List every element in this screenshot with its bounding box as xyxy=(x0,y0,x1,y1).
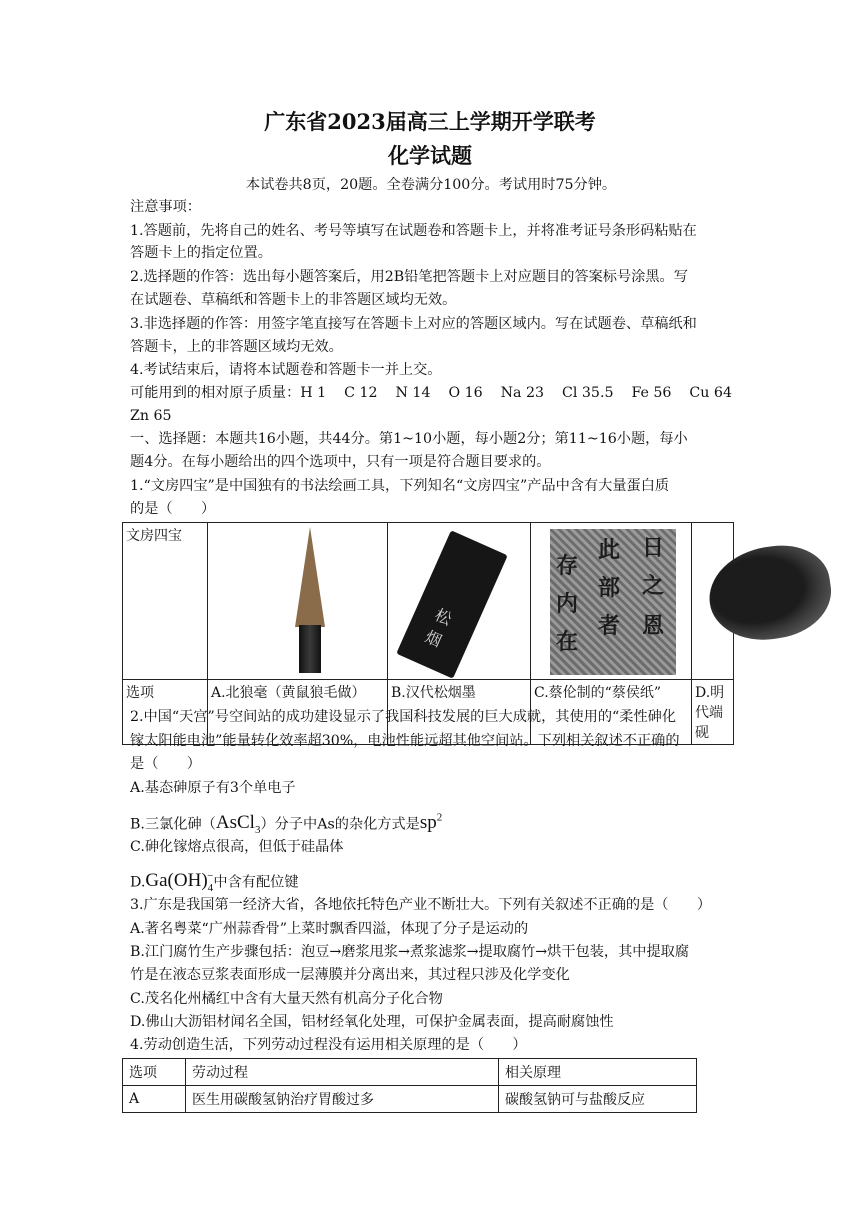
mass-item: O 16 xyxy=(448,385,483,401)
inkstone-image xyxy=(695,525,730,675)
q3-option-b-a: B.江门腐竹生产步骤包括：泡豆→磨浆甩浆→煮浆滤浆→提取腐竹→烘干包装，其中提取腐 xyxy=(130,944,690,960)
q4-row-a-principle: 碳酸氢钠可与盐酸反应 xyxy=(499,1086,697,1113)
q3-stem: 3.广东是我国第一经济大省，各地依托特色产业不断壮大。下列有关叙述不正确的是（ ） xyxy=(130,897,712,913)
exam-info: 本试卷共8页，20题。全卷满分100分。考试用时75分钟。 xyxy=(245,177,617,193)
paper-image: 存 内 在 此 部 者 日 之 恩 xyxy=(534,525,688,675)
q1-row-label: 选项 xyxy=(123,680,208,745)
formula-sp2: $sp^2$ xyxy=(419,812,443,834)
q3-option-d: D.佛山大沥铝材闻名全国，铝材经氧化处理，可保护金属表面，提高耐腐蚀性 xyxy=(130,1014,614,1030)
q4-header-option: 选项 xyxy=(123,1059,186,1086)
note-1b: 答题卡上的指定位置。 xyxy=(130,245,272,261)
q2-stem-c: 是（ ） xyxy=(130,756,201,772)
q1-image-cell xyxy=(388,523,531,680)
q1-option-a: A.北狼毫（黄鼠狼毛做） xyxy=(208,680,388,745)
q2-option-c: C.砷化镓熔点很高，但低于硅晶体 xyxy=(130,839,344,855)
section-heading-a: 一、选择题：本题共16小题，共44分。第1~10小题，每小题2分；第11~16小题，每小 xyxy=(130,431,688,447)
q4-header-process: 劳动过程 xyxy=(186,1059,499,1086)
note-2a: 2.选择题的作答：选出每小题答案后，用2B铅笔把答题卡上对应题目的答案标号涂黑。写 xyxy=(130,269,688,285)
exam-subtitle: 化学试题 xyxy=(388,143,472,168)
q4-row-a-option: A xyxy=(123,1086,186,1113)
q1-image-cell xyxy=(692,523,734,680)
formula-gaoh4: $Ga(OH)_4^-$ xyxy=(145,870,214,895)
mass-label: 可能用到的相对原子质量：H 1 xyxy=(130,385,327,401)
note-4: 4.考试结束后，请将本试题卷和答题卡一并上交。 xyxy=(130,362,442,378)
note-3b: 答题卡，上的非答题区域均无效。 xyxy=(130,339,343,355)
q1-option-b: B.汉代松烟墨 xyxy=(388,680,531,745)
formula-ascl3: AsCl$_3$ xyxy=(215,812,261,837)
q2-stem-a: 2.中国“天宫”号空间站的成功建设显示了我国科技发展的巨大成就，其使用的“柔性砷化 xyxy=(130,709,677,725)
q1-image-cell xyxy=(208,523,388,680)
mass-last: Zn 65 xyxy=(130,408,172,424)
q3-option-c: C.茂名化州橘红中含有大量天然有机高分子化合物 xyxy=(130,991,443,1007)
brush-image xyxy=(283,525,384,675)
mass-item: Cu 64 xyxy=(689,385,732,401)
q2-option-a: A.基态砷原子有3个单电子 xyxy=(130,780,296,796)
q1-option-c: C.蔡伦制的“蔡侯纸” xyxy=(531,680,692,745)
q4-row-a-process: 医生用碳酸氢钠治疗胃酸过多 xyxy=(186,1086,499,1113)
q2-option-b: B.三氯化砷（AsCl$_3$）分子中As的杂化方式是$sp^2$ xyxy=(130,812,443,837)
q1-stem-b: 的是（ ） xyxy=(130,501,216,517)
q4-stem: 4.劳动创造生活，下列劳动过程没有运用相关原理的是（ ） xyxy=(130,1037,527,1053)
mass-item: Fe 56 xyxy=(631,385,672,401)
q2-option-d: $D.Ga(OH)_4^-$中含有配位键 xyxy=(130,870,299,895)
q1-image-cell xyxy=(531,523,692,680)
q4-header-principle: 相关原理 xyxy=(499,1059,697,1086)
note-3a: 3.非选择题的作答：用签字笔直接写在答题卡上对应的答题区域内。写在试题卷、草稿纸和 xyxy=(130,316,697,332)
q1-stem-a: 1.“文房四宝”是中国独有的书法绘画工具，下列知名“文房四宝”产品中含有大量蛋白质 xyxy=(130,478,670,494)
section-heading-b: 题4分。在每小题给出的四个选项中，只有一项是符合题目要求的。 xyxy=(130,454,551,470)
mass-item: Cl 35.5 xyxy=(561,385,614,401)
note-1a: 1.答题前，先将自己的姓名、考号等填写在试题卷和答题卡上，并将准考证号条形码粘贴在 xyxy=(130,223,697,239)
q3-option-a: A.著名粤菜“广州蒜香骨”上菜时飘香四溢，体现了分子是运动的 xyxy=(130,921,529,937)
q1-option-d: D.明代端砚 xyxy=(692,680,734,745)
mass-item: N 14 xyxy=(395,385,431,401)
atomic-masses xyxy=(130,382,732,404)
inkstick-image: 松 烟 xyxy=(391,525,527,675)
q2-stem-b: 镓太阳能电池”能量转化效率超30%，电池性能远超其他空间站。下列相关叙述不正确的 xyxy=(130,733,680,749)
q3-option-b-b: 竹是在液态豆浆表面形成一层薄膜并分离出来，其过程只涉及化学变化 xyxy=(130,967,570,983)
q4-table xyxy=(122,1058,697,1113)
q1-row-label: 文房四宝 xyxy=(123,523,208,680)
note-2b: 在试题卷、草稿纸和答题卡上的非答题区域均无效。 xyxy=(130,292,457,308)
exam-title: 广东省2023届高三上学期开学联考 xyxy=(264,109,596,134)
mass-item: C 12 xyxy=(344,385,378,401)
mass-item: Na 23 xyxy=(500,385,545,401)
notes-heading: 注意事项： xyxy=(130,199,201,215)
